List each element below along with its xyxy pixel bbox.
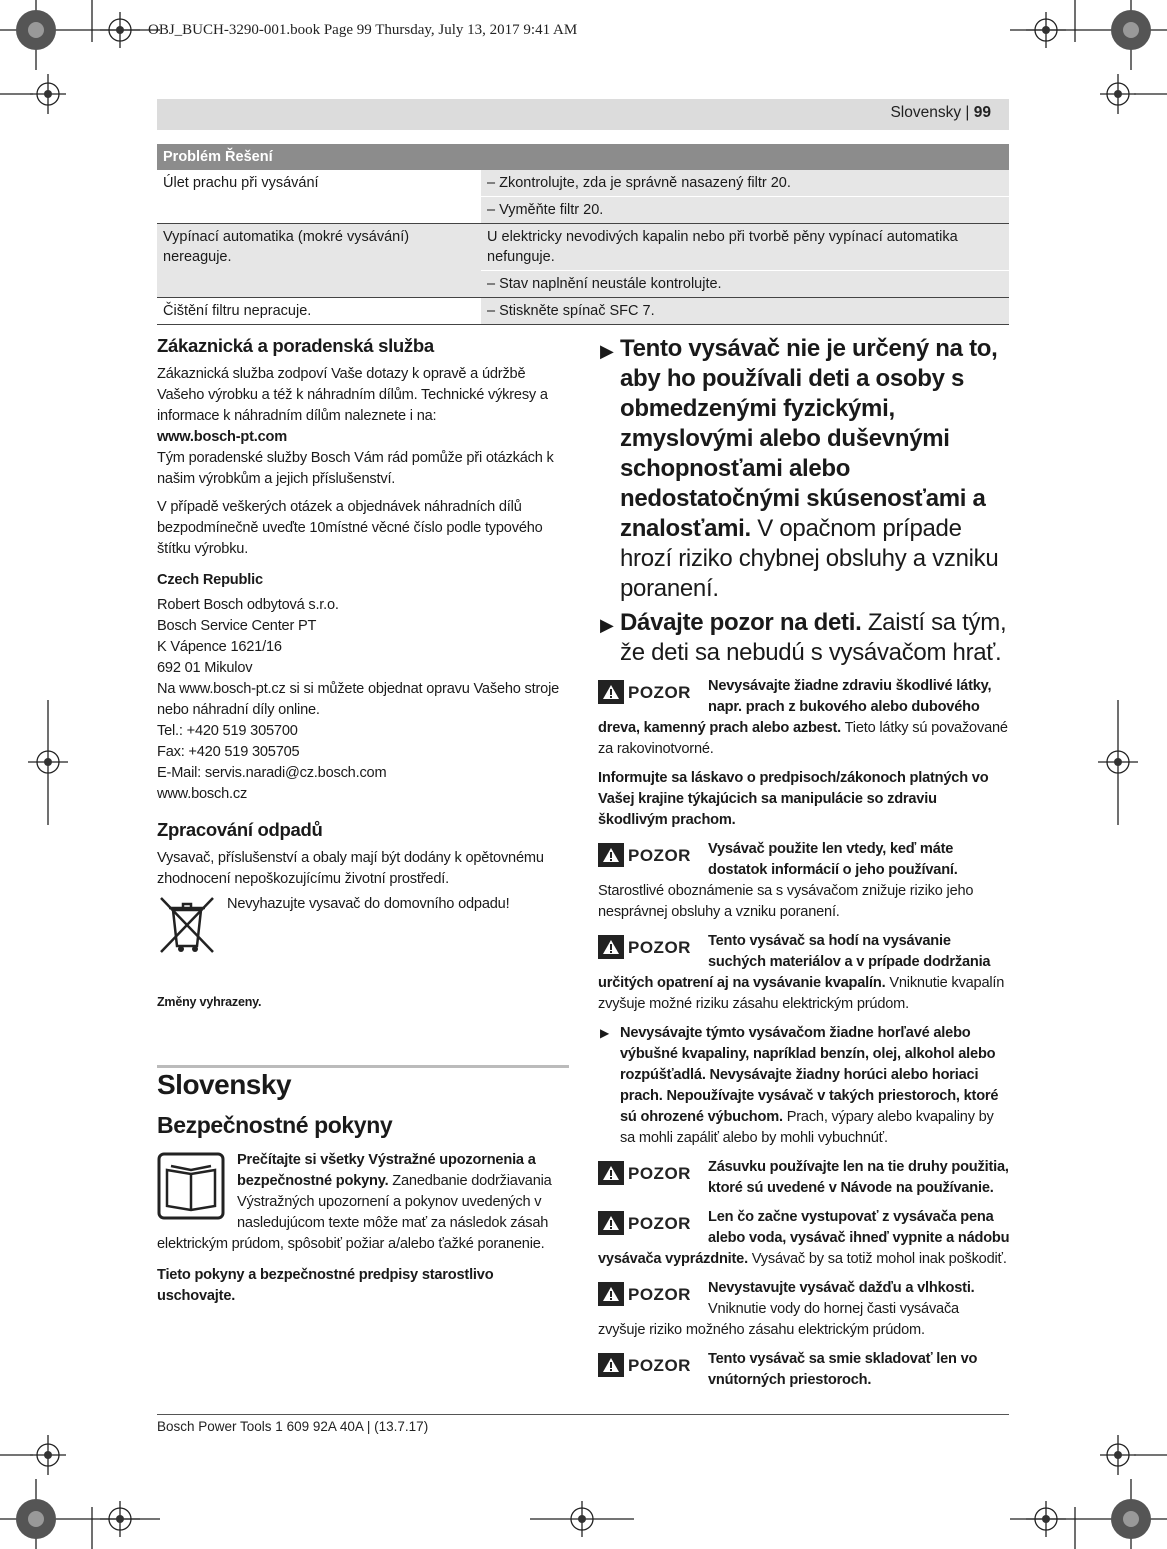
warning-bold: Len čo začne vystupovať z vysávača pena alebo voda, vysávač ihneď vypnite a nádobu vysávača vyprázdnite. [598,1209,1010,1267]
address-line: Bosch Service Center PT [157,618,317,634]
print-slug: OBJ_BUCH-3290-001.book Page 99 Thursday, July 13, 2017 9:41 AM [148,22,578,38]
problem-cell: Čištění filtru nepracuje. [157,298,481,325]
pozor-badge [598,678,696,706]
warning-bold: Dávajte pozor na deti. [620,609,862,636]
address-line: 692 01 Mikulov [157,660,253,676]
warning-bold: Tento vysávač sa hodí na vysávanie suchých materiálov a v prípade dodržania určitých opatrení aj na vysávanie kvapalín. [598,933,991,991]
service-text: Tým poradenské služby Bosch Vám rád pomůže při otázkách k našim výrobkům a jejich příslušenství. [157,450,554,487]
bullet-triangle-icon: ▶ [600,1026,610,1040]
address-line: K Vápence 1621/16 [157,639,282,655]
solution-cell: – Stav naplnění neustále kontrolujte. [481,271,1009,298]
warning-text: Starostlivé oboznámenie sa s vysávačom znižuje riziko jeho nesprávnej obsluhy a vzniku poranení. [598,883,974,920]
pozor-warning [598,676,1010,760]
troubleshooting-table [157,144,1009,325]
solution-cell: U elektricky nevodivých kapalin nebo při tvorbě pěny vypínací automatika nefunguje. [481,224,1009,271]
warning-text: Vysávač by sa totiž mohol inak poškodiť. [747,1251,1007,1267]
pozor-badge [598,1351,696,1379]
safety-lead: Prečítajte si všetky Výstražné upozornenia a bezpečnostné pokyny. [237,1152,536,1189]
right-column [598,334,1010,1399]
disposal-note: Nevyhazujte vysavač do domovního odpadu! [227,896,510,912]
service-text: Zákaznická služba zodpoví Vaše dotazy k opravě a údržbě Vašeho výrobku a též k náhradním dílům. Technické výkresy a informace k náhradním dílům naleznete i na: [157,366,548,424]
solution-cell: – Vyměňte filtr 20. [481,197,1009,224]
warning-triangle-icon [602,684,620,700]
pozor-badge [598,1209,696,1237]
read-manual-icon [157,1152,225,1220]
warning-text: V opačnom prípade hrozí riziko chybnej obsluhy a vzniku poranení. [620,515,999,602]
warning-text: Vniknutie kvapalín zvyšuje možné riziku zásahu elektrickým prúdom. [598,975,1005,1012]
address-line: E-Mail: servis.naradi@cz.bosch.com [157,765,387,781]
section-title: Slovensky [157,1069,292,1100]
disposal-paragraph: Vysavač, příslušenství a obaly mají být dodány k opětovnému zhodnocení nepoškozujícímu životní prostředí. [157,850,544,887]
service-link[interactable]: www.bosch-pt.com [157,429,288,445]
service-paragraph: V případě veškerých otázek a objednávek náhradních dílů bezpodmínečně uveďte 10místné věcné číslo podle typového štítku výrobku. [157,499,543,557]
table-row [157,224,1009,271]
inform-note: Informujte sa láskavo o predpisoch/zákonoch platných vo Vašej krajine týkajúcich sa manipulácie so zdraviu škodlivým prachom. [598,770,989,828]
safety-text: Zanedbanie dodržiavania Výstražných upozornení a pokynov uvedených v nasledujúcom texte môže mať za následok zásah elektrickým prúdom, spôsobiť požiar a/alebo ťažké poranenie. [157,1173,552,1252]
pozor-label: POZOR [628,1284,691,1304]
page-header [157,99,1009,130]
pozor-warning [598,931,1010,1015]
pozor-badge [598,841,696,869]
left-column [157,335,569,1314]
child-safety-warning [598,334,1010,604]
weee-row [157,894,569,956]
page-number: 99 [973,104,991,121]
address-line: Tel.: +420 519 305700 [157,723,298,739]
footer-divider [157,1414,1009,1415]
warning-text: Prach, výpary alebo kvapaliny by sa mohli zapáliť alebo by mohli vybuchnúť. [620,1109,994,1146]
service-heading: Zákaznická a poradenská služba [157,335,434,356]
pozor-badge [598,933,696,961]
warning-triangle-icon [602,1286,620,1302]
header-separator: | [961,104,974,121]
address-block [157,595,569,805]
warning-bold: Vysávač použite len vtedy, keď máte dostatok informácií o jeho používaní. [708,841,958,878]
solution-cell: – Zkontrolujte, zda je správně nasazený filtr 20. [481,170,1009,197]
warning-triangle-icon [602,1215,620,1231]
warning-text: Tieto látky sú považované za rakovinotvorné. [598,720,1008,757]
pozor-label: POZOR [628,937,691,957]
warning-text: Zaistí sa tým, že deti sa nebudú s vysávačom hrať. [620,609,1007,666]
warning-bold: Tento vysávač sa smie skladovať len vo vnútorných priestoroch. [708,1351,978,1388]
section-divider [157,1065,569,1068]
warning-triangle-icon [602,1165,620,1181]
warning-bold: Tento vysávač nie je určený na to, aby ho používali deti a osoby s obmedzenými fyzickými, zmyslovými alebo duševnými schopnosťami alebo nedostatočnými skúsenosťami a znalosťami. [620,335,998,542]
pozor-warning [598,1207,1010,1270]
pozor-warning [598,1349,1010,1391]
warning-bold: Zásuvku používajte len na tie druhy použitia, ktoré sú uvedené v Návode na používanie. [708,1159,1009,1196]
header-label [890,104,991,122]
warning-bold: Nevystavujte vysávač dažďu a vlhkosti. [708,1280,975,1296]
problem-cell: Úlet prachu při vysávání [157,170,481,224]
bullet-triangle-icon: ▶ [600,615,614,635]
pozor-label: POZOR [628,682,691,702]
pozor-label: POZOR [628,1213,691,1233]
crossed-bin-icon [157,894,217,956]
read-manual-block [157,1150,569,1255]
children-warning [598,608,1010,668]
warning-triangle-icon [602,847,620,863]
changes-note: Změny vyhrazeny. [157,995,262,1009]
address-line: Fax: +420 519 305705 [157,744,300,760]
solution-cell: – Stiskněte spínač SFC 7. [481,298,1009,325]
warning-triangle-icon [602,1357,620,1373]
table-header: Problém Řešení [157,144,1009,170]
table-row [157,170,1009,197]
header-language: Slovensky [890,104,962,121]
address-line: www.bosch.cz [157,786,248,802]
warning-bold: Nevysávajte týmto vysávačom žiadne horľavé alebo výbušné kvapaliny, napríklad benzín, olej, alkohol alebo rozpúšťadlá. Nevysávajte žiadny horúci alebo horiaci prach. Nepoužívajte vysávač v takých priestoroch, ktoré sú ohrozené výbuchom. [620,1025,999,1125]
warning-text: Vniknutie vody do hornej časti vysávača zvyšuje riziko možného zásahu elektrickým prúdom. [598,1301,959,1338]
page-footer: Bosch Power Tools 1 609 92A 40A | (13.7.17) [157,1419,429,1434]
bullet-triangle-icon: ▶ [600,341,614,361]
pozor-label: POZOR [628,845,691,865]
pozor-label: POZOR [628,1355,691,1375]
pozor-badge [598,1280,696,1308]
service-paragraph [157,364,569,490]
pozor-warning [598,1278,1010,1341]
flammable-warning [598,1023,1010,1149]
problem-cell: Vypínací automatika (mokré vysávání) nereaguje. [157,224,481,298]
pozor-warning [598,1157,1010,1199]
table-row [157,298,1009,325]
pozor-badge [598,1159,696,1187]
pozor-warning [598,839,1010,923]
address-line: Robert Bosch odbytová s.r.o. [157,597,339,613]
disposal-heading: Zpracování odpadů [157,819,323,840]
pozor-label: POZOR [628,1163,691,1183]
keep-note: Tieto pokyny a bezpečnostné predpisy starostlivo uschovajte. [157,1267,494,1304]
safety-heading: Bezpečnostné pokyny [157,1112,393,1138]
warning-bold: Nevysávajte žiadne zdraviu škodlivé látky, napr. prach z bukového alebo dubového dreva, kamenný prach alebo azbest. [598,678,992,736]
address-line: Na www.bosch-pt.cz si si můžete objednat opravu Vašeho stroje nebo náhradní díly online. [157,681,560,718]
country-label: Czech Republic [157,572,263,588]
warning-triangle-icon [602,939,620,955]
